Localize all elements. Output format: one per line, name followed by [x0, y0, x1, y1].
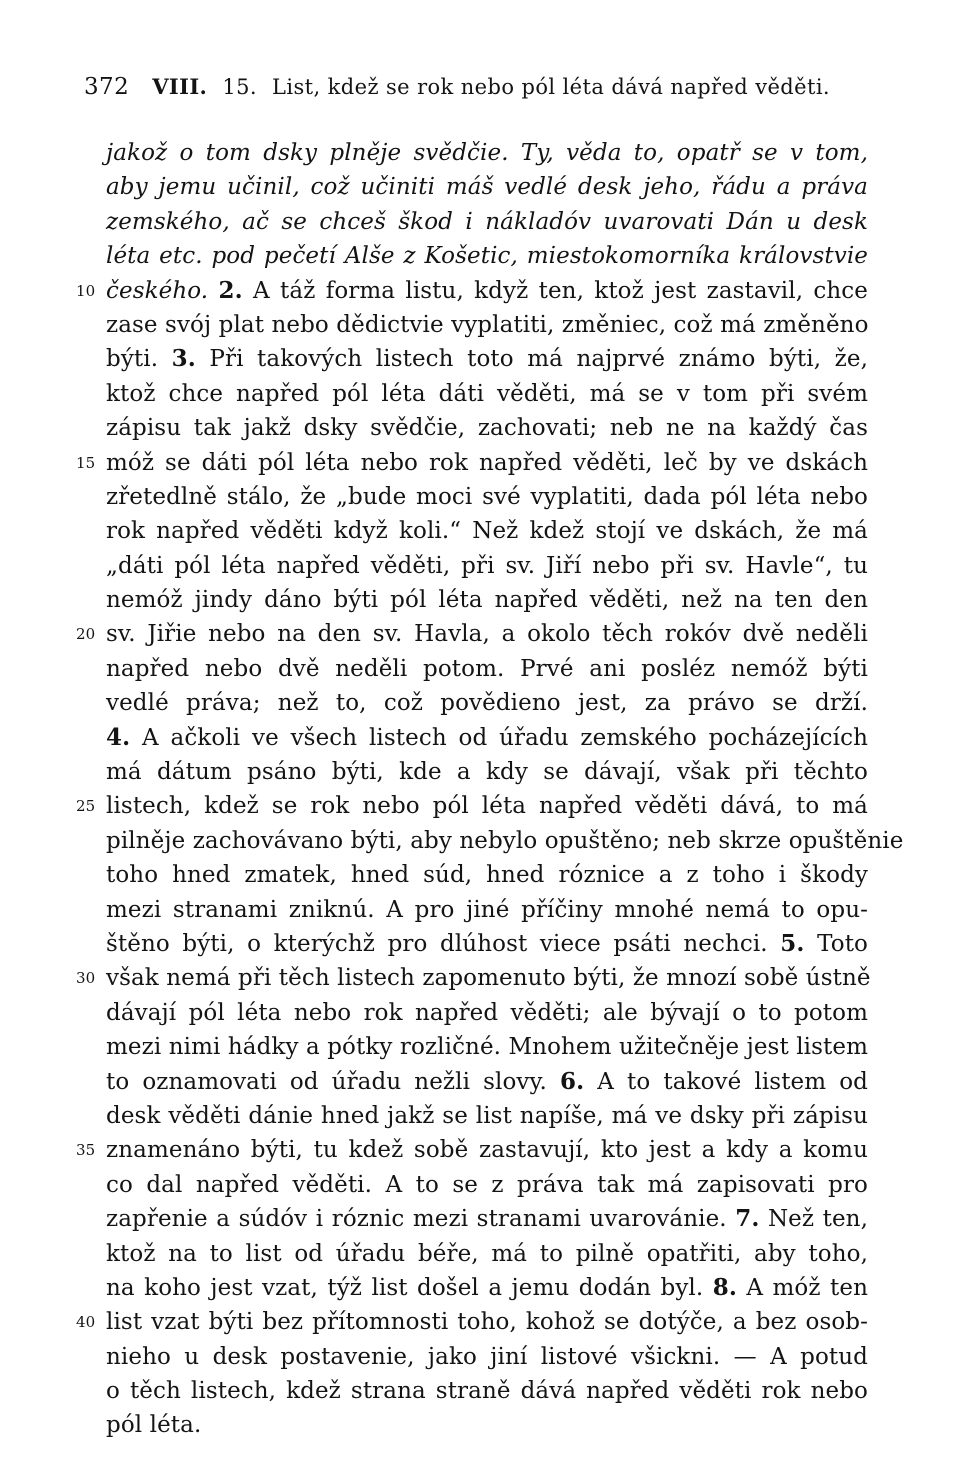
- text-segment: mezi stranami zniknú. A pro jiné příčiny mnohé nemá to opu-: [106, 896, 868, 923]
- line-number: 30: [76, 969, 96, 988]
- paragraph-number: 8.: [712, 1273, 737, 1301]
- line-number: 15: [76, 453, 96, 472]
- text-line: [106, 1099, 868, 1133]
- chapter-number: VIII.: [152, 74, 208, 99]
- text-segment: dávají pól léta nebo rok napřed věděti; ale bývají o to potom: [106, 999, 868, 1026]
- text-line: [106, 755, 868, 789]
- text-segment: pól léta.: [106, 1412, 202, 1439]
- line-number: 20: [76, 625, 96, 644]
- text-segment: českého.: [106, 277, 219, 304]
- text-line: [76, 446, 868, 480]
- text-line: [106, 1408, 868, 1442]
- text-segment: sv. Jiřie nebo na den sv. Havla, a okolo těch rokóv dvě neděli: [106, 621, 868, 648]
- text-line: [106, 411, 868, 445]
- running-title: List, kdež se rok nebo pól léta dává napřed věděti.: [272, 75, 831, 99]
- text-line: [106, 1202, 868, 1236]
- text-segment: Při takových listech toto má najprvé známo býti, že,: [195, 346, 868, 373]
- text-segment: vedlé práva; než to, což povědieno jest, za právo se drží.: [106, 690, 868, 717]
- page-number: 372: [84, 74, 130, 100]
- text-line: [106, 1030, 868, 1064]
- text-segment: má dátum psáno býti, kde a kdy se dávají, však při těchto: [106, 759, 868, 786]
- text-line: [106, 1168, 868, 1202]
- text-segment: toho hned zmatek, hned súd, hned róznice a z toho i škody: [106, 862, 868, 889]
- text-line: [106, 1237, 868, 1271]
- text-segment: listech, kdež se rok nebo pól léta napřed věděti dává, to má: [106, 793, 868, 820]
- text-line: [106, 205, 868, 239]
- text-segment: léta etc. pod pečetí Alše z Košetic, miestokomorníka královstvie: [106, 243, 868, 270]
- text-segment: nemóž jindy dáno býti pól léta napřed věděti, než na ten den: [106, 587, 868, 614]
- paragraph-number: 2.: [218, 276, 243, 304]
- text-segment: móž se dáti pól léta nebo rok napřed věděti, leč by ve dskách: [106, 449, 868, 476]
- text-line: [106, 170, 868, 204]
- paragraph-number: 6.: [560, 1067, 585, 1095]
- paragraph-number: 3.: [171, 345, 196, 373]
- text-segment: zemského, ač se chceš škod i nákladóv uvarovati Dán u desk: [106, 208, 868, 235]
- text-line: [106, 858, 868, 892]
- text-line: [106, 1340, 868, 1374]
- text-segment: A táž forma listu, když ten, ktož jest zastavil, chce: [242, 277, 868, 304]
- text-line: [76, 274, 868, 308]
- text-line: [106, 652, 868, 686]
- text-segment: A móž ten: [736, 1274, 869, 1301]
- text-line: [106, 686, 868, 720]
- text-segment: znamenáno býti, tu kdež sobě zastavují, kto jest a kdy a komu: [106, 1137, 868, 1164]
- text-line: [106, 893, 868, 927]
- paragraph-number: 4.: [106, 723, 131, 751]
- text-segment: býti.: [106, 346, 172, 373]
- text-segment: zapřenie a súdóv i róznic mezi stranami uvarovánie.: [106, 1206, 736, 1233]
- text-line: [76, 1133, 868, 1167]
- line-number: 25: [76, 797, 96, 816]
- text-line: [106, 996, 868, 1030]
- text-line: [106, 824, 904, 858]
- text-segment: zápisu tak jakž dsky svědčie, zachovati; neb ne na každý čas: [106, 415, 868, 442]
- text-line: [106, 1374, 868, 1408]
- text-line: [76, 617, 868, 651]
- text-segment: desk věděti dánie hned jakž se list napíše, má ve dsky při zápisu: [106, 1102, 868, 1129]
- text-line: [106, 721, 868, 755]
- text-line: [76, 789, 868, 823]
- line-number: 35: [76, 1141, 96, 1160]
- text-segment: však nemá při těch listech zapomenuto býti, že mnozí sobě ústně: [106, 965, 871, 992]
- text-segment: „dáti pól léta napřed věděti, při sv. Jiří nebo při sv. Havle“, tu: [106, 552, 868, 579]
- text-segment: to oznamovati od úřadu nežli slovy.: [106, 1068, 560, 1095]
- text-line: [106, 514, 868, 548]
- text-line: [106, 342, 868, 376]
- text-segment: ktož chce napřed pól léta dáti věděti, má se v tom při svém: [106, 380, 868, 407]
- line-number: 10: [76, 281, 96, 300]
- text-line: [106, 1271, 868, 1305]
- section-number: 15.: [222, 75, 257, 99]
- paragraph-number: 7.: [735, 1205, 760, 1233]
- text-segment: rok napřed věděti když koli.“ Než kdež stojí ve dskách, že má: [106, 518, 868, 545]
- text-segment: na koho jest vzat, týž list došel a jemu dodán byl.: [106, 1274, 713, 1301]
- text-segment: mezi nimi hádky a pótky rozličné. Mnohem užitečněje jest listem: [106, 1034, 868, 1061]
- text-segment: co dal napřed věděti. A to se z práva tak má zapisovati pro: [106, 1171, 868, 1198]
- line-number: 40: [76, 1313, 96, 1332]
- text-segment: napřed nebo dvě neděli potom. Prvé ani posléz nemóž býti: [106, 655, 868, 682]
- paragraph-number: 5.: [780, 929, 805, 957]
- text-segment: nieho u desk postavenie, jako jiní listové všickni. — A potud: [106, 1343, 868, 1370]
- text-line: [106, 308, 868, 342]
- text-segment: ktož na to list od úřadu béře, má to pilně opatřiti, aby toho,: [106, 1240, 868, 1267]
- text-line: [106, 583, 868, 617]
- text-line: [106, 136, 868, 170]
- text-segment: A ačkoli ve všech listech od úřadu zemského pocházejících: [130, 724, 868, 751]
- body-text: [76, 136, 904, 1443]
- text-segment: A to takové listem od: [584, 1068, 868, 1095]
- text-segment: aby jemu učinil, což učiniti máš vedlé desk jeho, řádu a práva: [106, 174, 868, 201]
- text-line: [76, 1305, 868, 1339]
- text-line: [76, 961, 871, 995]
- text-segment: pilněje zachovávano býti, aby nebylo opuštěno; neb skrze opuštěnie: [106, 827, 904, 854]
- text-line: [106, 480, 868, 514]
- text-segment: Toto: [804, 930, 868, 957]
- text-line: [106, 1065, 868, 1099]
- text-segment: o těch listech, kdež strana straně dává napřed věděti rok nebo: [106, 1378, 868, 1405]
- text-segment: zřetedlně stálo, že „bude moci své vyplatiti, dada pól léta nebo: [106, 483, 868, 510]
- text-line: [106, 239, 868, 273]
- text-line: [106, 927, 868, 961]
- text-segment: list vzat býti bez přítomnosti toho, kohož se dotýče, a bez osob-: [106, 1309, 868, 1336]
- text-line: [106, 377, 868, 411]
- text-segment: Než ten,: [759, 1206, 868, 1233]
- text-segment: zase svój plat nebo dědictvie vyplatiti, změniec, což má změněno: [106, 311, 869, 338]
- text-segment: jakož o tom dsky plněje svědčie. Ty, věda to, opatř se v tom,: [106, 140, 868, 166]
- text-segment: štěno býti, o kterýchž pro dlúhost viece psáti nechci.: [106, 930, 781, 957]
- running-header: [84, 74, 844, 100]
- text-line: [106, 549, 868, 583]
